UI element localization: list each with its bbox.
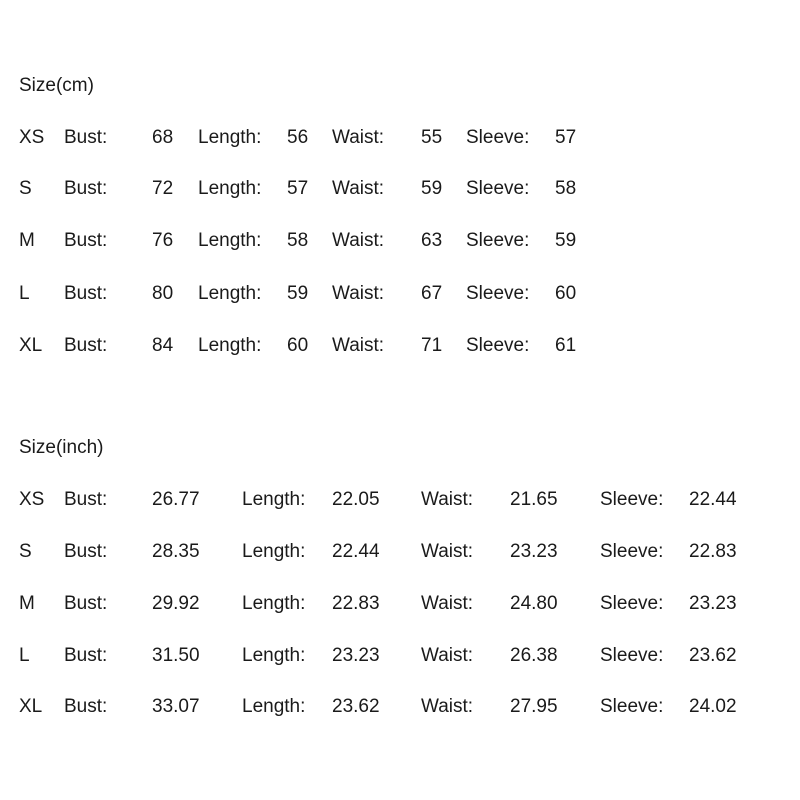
sleeve-label: Sleeve: xyxy=(600,541,664,562)
sleeve-value: 22.44 xyxy=(689,489,737,510)
sleeve-label: Sleeve: xyxy=(466,335,530,356)
bust-label: Bust: xyxy=(64,489,108,510)
waist-label: Waist: xyxy=(332,178,385,199)
sleeve-label: Sleeve: xyxy=(600,696,664,717)
length-label: Length: xyxy=(242,645,306,666)
length-value: 22.05 xyxy=(332,489,380,510)
length-label: Length: xyxy=(198,127,262,148)
length-value: 22.44 xyxy=(332,541,380,562)
length-value: 23.62 xyxy=(332,696,380,717)
waist-label: Waist: xyxy=(421,696,474,717)
bust-label: Bust: xyxy=(64,335,108,356)
sleeve-label: Sleeve: xyxy=(600,593,664,614)
length-label: Length: xyxy=(242,593,306,614)
length-value: 22.83 xyxy=(332,593,380,614)
bust-label: Bust: xyxy=(64,283,108,304)
bust-value: 84 xyxy=(152,335,174,356)
sleeve-value: 22.83 xyxy=(689,541,737,562)
waist-label: Waist: xyxy=(332,230,385,251)
waist-value: 23.23 xyxy=(510,541,558,562)
length-value: 23.23 xyxy=(332,645,380,666)
waist-label: Waist: xyxy=(332,335,385,356)
bust-value: 68 xyxy=(152,127,174,148)
waist-value: 27.95 xyxy=(510,696,558,717)
length-label: Length: xyxy=(198,335,262,356)
length-label: Length: xyxy=(198,283,262,304)
bust-label: Bust: xyxy=(64,230,108,251)
size-label: S xyxy=(19,541,32,562)
waist-value: 63 xyxy=(421,230,443,251)
bust-value: 33.07 xyxy=(152,696,200,717)
sleeve-value: 61 xyxy=(555,335,577,356)
size-row xyxy=(0,592,800,616)
size-row xyxy=(0,126,800,150)
length-label: Length: xyxy=(242,696,306,717)
bust-value: 76 xyxy=(152,230,174,251)
bust-value: 28.35 xyxy=(152,541,200,562)
bust-value: 26.77 xyxy=(152,489,200,510)
waist-value: 67 xyxy=(421,283,443,304)
bust-value: 72 xyxy=(152,178,174,199)
size-label: M xyxy=(19,230,35,251)
waist-label: Waist: xyxy=(421,593,474,614)
size-label: M xyxy=(19,593,35,614)
size-label: XS xyxy=(19,489,45,510)
sleeve-label: Sleeve: xyxy=(466,230,530,251)
length-label: Length: xyxy=(198,230,262,251)
bust-value: 80 xyxy=(152,283,174,304)
size-row xyxy=(0,644,800,668)
waist-label: Waist: xyxy=(332,127,385,148)
waist-value: 59 xyxy=(421,178,443,199)
waist-value: 24.80 xyxy=(510,593,558,614)
bust-label: Bust: xyxy=(64,696,108,717)
length-label: Length: xyxy=(242,541,306,562)
section-heading: Size(cm) xyxy=(19,75,94,96)
bust-label: Bust: xyxy=(64,127,108,148)
bust-value: 31.50 xyxy=(152,645,200,666)
sleeve-value: 60 xyxy=(555,283,577,304)
size-row xyxy=(0,334,800,358)
size-label: XL xyxy=(19,696,43,717)
size-row xyxy=(0,695,800,719)
sleeve-label: Sleeve: xyxy=(600,645,664,666)
size-label: S xyxy=(19,178,32,199)
sleeve-value: 59 xyxy=(555,230,577,251)
bust-value: 29.92 xyxy=(152,593,200,614)
size-row xyxy=(0,540,800,564)
waist-value: 26.38 xyxy=(510,645,558,666)
sleeve-value: 23.62 xyxy=(689,645,737,666)
length-value: 59 xyxy=(287,283,309,304)
waist-label: Waist: xyxy=(332,283,385,304)
sleeve-value: 24.02 xyxy=(689,696,737,717)
size-label: L xyxy=(19,283,30,304)
size-label: XS xyxy=(19,127,45,148)
bust-label: Bust: xyxy=(64,645,108,666)
waist-label: Waist: xyxy=(421,645,474,666)
bust-label: Bust: xyxy=(64,178,108,199)
size-row xyxy=(0,229,800,253)
waist-label: Waist: xyxy=(421,489,474,510)
length-value: 58 xyxy=(287,230,309,251)
length-value: 56 xyxy=(287,127,309,148)
size-label: XL xyxy=(19,335,43,356)
sleeve-label: Sleeve: xyxy=(466,283,530,304)
sleeve-label: Sleeve: xyxy=(600,489,664,510)
length-value: 60 xyxy=(287,335,309,356)
length-label: Length: xyxy=(198,178,262,199)
sleeve-value: 58 xyxy=(555,178,577,199)
bust-label: Bust: xyxy=(64,541,108,562)
waist-value: 21.65 xyxy=(510,489,558,510)
length-value: 57 xyxy=(287,178,309,199)
size-row xyxy=(0,488,800,512)
length-label: Length: xyxy=(242,489,306,510)
section-heading: Size(inch) xyxy=(19,437,104,458)
sleeve-value: 57 xyxy=(555,127,577,148)
bust-label: Bust: xyxy=(64,593,108,614)
sleeve-value: 23.23 xyxy=(689,593,737,614)
sleeve-label: Sleeve: xyxy=(466,127,530,148)
size-label: L xyxy=(19,645,30,666)
size-row xyxy=(0,177,800,201)
waist-value: 55 xyxy=(421,127,443,148)
waist-label: Waist: xyxy=(421,541,474,562)
waist-value: 71 xyxy=(421,335,443,356)
sleeve-label: Sleeve: xyxy=(466,178,530,199)
size-row xyxy=(0,282,800,306)
